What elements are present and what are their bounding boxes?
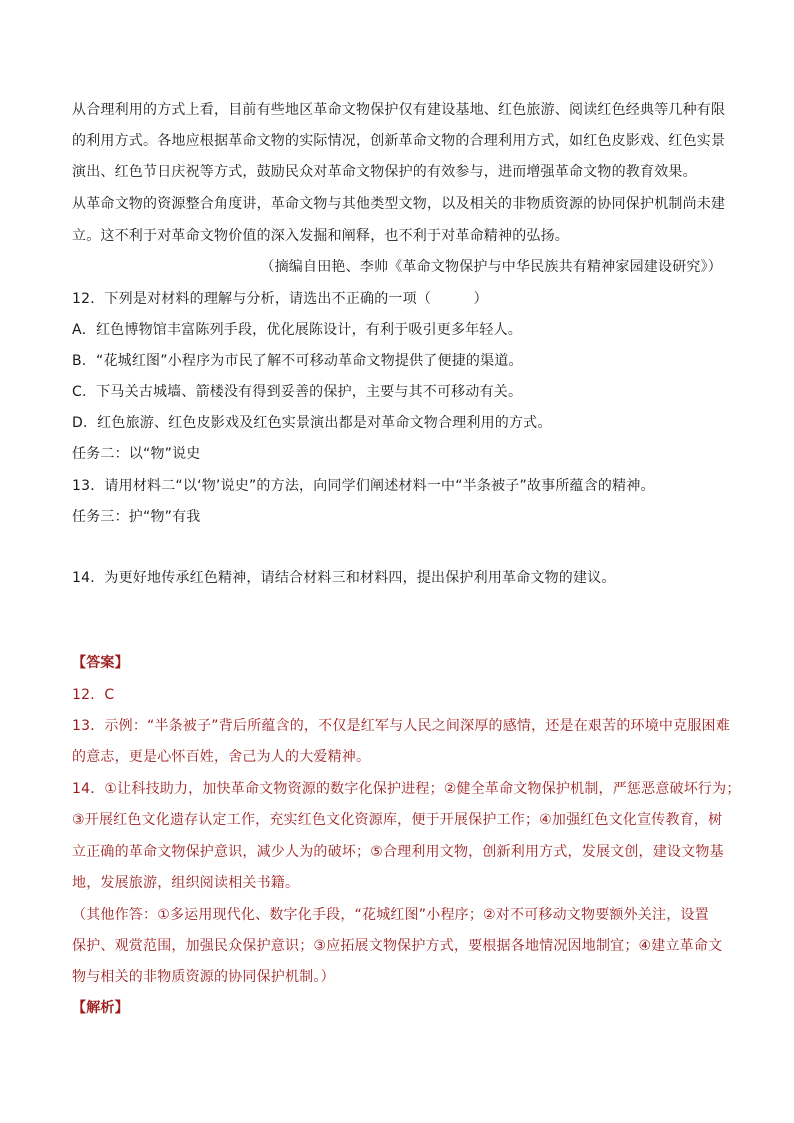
answer-13-line-1: 13．示例：“半条被子”背后所蕴含的，不仅是红军与人民之间深厚的感情，还是在艰苦的环境中克服困难: [72, 718, 730, 734]
question-12-option-d: D．红色旅游、红色皮影戏及红色实景演出都是对革命文物合理利用的方式。: [72, 415, 552, 431]
answer-14-other-line-3: 物与相关的非物质资源的协同保护机制。）: [72, 969, 335, 985]
material-line-5: 立。这不利于对革命文物价值的深入发掘和阐释，也不利于对革命精神的弘扬。: [72, 228, 569, 244]
answer-14-line-3: 立正确的革命文物保护意识，减少人为的破坏；⑤合理利用文物，创新利用方式，发展文创，建设文物基: [72, 844, 724, 860]
task-2-heading: 任务二：以“物”说史: [72, 446, 201, 462]
question-13: 13．请用材料二“以‘物’说史”的方法，向同学们阐述材料一中“半条被子”故事所蕴含的精神。: [72, 478, 655, 494]
question-12-option-c: C．下马关古城墙、箭楼没有得到妥善的保护，主要与其不可移动有关。: [72, 384, 523, 400]
answer-14-line-4: 地，发展旅游，组织阅读相关书籍。: [72, 875, 300, 891]
answer-14-line-1: 14．①让科技助力，加快革命文物资源的数字化保护进程；②健全革命文物保护机制，严惩恶意破坏行为；: [72, 781, 741, 797]
question-12-option-b: B．“花城红图”小程序为市民了解不可移动革命文物提供了便捷的渠道。: [72, 353, 523, 369]
question-12: 12．下列是对材料的理解与分析，请选出不正确的一项（ ）: [72, 291, 488, 307]
answer-12: 12．C: [72, 687, 115, 703]
answer-13-line-2: 的意志，更是心怀百姓，舍己为人的大爱精神。: [72, 749, 371, 765]
question-14: 14．为更好地传承红色精神，请结合材料三和材料四，提出保护利用革命文物的建议。: [72, 570, 616, 586]
material-line-4: 从革命文物的资源整合角度讲，革命文物与其他类型文物，以及相关的非物质资源的协同保护机制尚未建: [72, 196, 726, 212]
task-3-heading: 任务三：护“物”有我: [72, 509, 201, 525]
answer-14-line-2: ③开展红色文化遗存认定工作，充实红色文化资源库，便于开展保护工作；④加强红色文化宣传教育，树: [72, 812, 723, 828]
material-line-1: 从合理利用的方式上看，目前有些地区革命文物保护仅有建设基地、红色旅游、阅读红色经典等几种有限: [72, 102, 726, 118]
answer-14-other-line-2: 保护、观赏范围，加强民众保护意识；③应拓展文物保护方式，要根据各地情况因地制宜；④建立革命文: [72, 938, 723, 954]
answer-header: 【答案】: [72, 655, 129, 671]
answer-14-other-line-1: （其他作答：①多运用现代化、数字化手段，“花城红图”小程序；②对不可移动文物要额外关注，设置: [72, 907, 709, 923]
material-line-3: 演出、红色节日庆祝等方式，鼓励民众对革命文物保护的有效参与，进而增强革命文物的教育效果。: [72, 164, 697, 180]
material-source: （摘编自田艳、李帅《革命文物保护与中华民族共有精神家园建设研究》）: [260, 259, 722, 275]
question-12-option-a: A．红色博物馆丰富陈列手段，优化展陈设计，有利于吸引更多年轻人。: [72, 322, 522, 338]
analysis-header: 【解析】: [72, 1000, 129, 1016]
material-line-2: 的利用方式。各地应根据革命文物的实际情况，创新革命文物的合理利用方式，如红色皮影戏、红色实景: [72, 133, 726, 149]
